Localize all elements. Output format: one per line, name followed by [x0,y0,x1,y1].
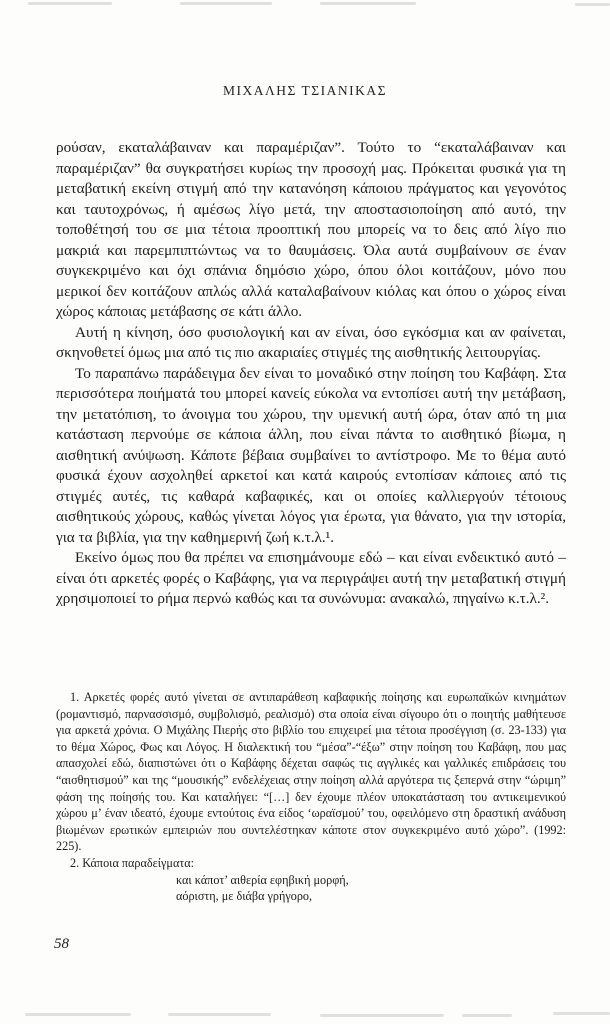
scan-artifact [168,1013,271,1016]
paragraph: Εκείνο όμως που θα πρέπει να επισημάνουμε εδώ – και είναι ενδεικτικό αυτό – είναι ότι αρκετές φορές ο Καβάφης, για να περιγράψει αυτή την μεταβατική στιγμή χρησιμοποιεί το ρήμα περνώ καθώς και τα συνώνυμα: ανακαλώ, πηγαίνω κ.τ.λ.². [56,549,566,607]
paragraph: ρούσαν, εκαταλάβαιναν και παραμέριζαν”. Τούτο το “εκαταλάβαιναν και παραμέριζαν” θα συγκρατήσει κυρίως την προσοχή μας. Πρόκειται φυσικά για τη μεταβατική εκείνη στιγμή από την κατανόηση κάποιου πράγματος και γεγονότος και ταυτοχρόνως, ή αμέσως λίγο μετά, την αποστασιοποίηση από αυτό, την τοποθέτησή του σε μια τέτοια προοπτική που μπορείς να το δεις από λίγο πιο μακριά και παρεμπιπτώντως να το θαυμάσεις. Όλα αυτά συμβαίνουν σε έναν συγκεκριμένο και όχι σπάνια δημόσιο χώρο, όπου όλοι κοιτάζουν, μόνο που μερικοί δεν κοιτάζουν απλώς αλλά καταλαβαίνουν κιόλας και όπου ο χώρος είναι χώρος κάποιας μετάβασης σε κάτι άλλο. [56,139,566,320]
scan-artifact [28,2,112,5]
page-number: 58 [54,936,69,952]
verse-line: αόριστη, με διάβα γρήγορο, [176,889,313,904]
footnote-1: 1. Αρκετές φορές αυτό γίνεται σε αντιπαράθεση καβαφικής ποίησης και ευρωπαϊκών κινημάτων (ρομαντισμό, παρνασσισμό, συμβολισμό, ρεαλισμό) στα οποία είναι σίγουρο ότι ο ποιητής μαθήτευσε για αρκετά χρόνια. Ο Μιχάλης Πιερής στο βιβλίο του επιχειρεί μια τέτοια προσέγγιση (σ. 23-133) για το θέμα Χώρος, Φως και Λόγος. Η διαλεκτική του “μέσα”-“έξω” στην ποίηση του Καβάφη, που μας απασχολεί εδώ, διαπιστώνει ότι ο Καβάφης δέχεται σαφώς τις αγγλικές και γαλλικές επιδράσεις του “αισθητισμού” και της “μουσικής” ενδελέχειας στην ποίηση αλλά αργότερα τις ξεπερνά στην “ώριμη” φάση της ποίησής του. Και καταλήγει: “[…] δεν έχουμε πλέον υποκατάσταση του αντικειμενικού χώρου μ’ έναν ιδεατό, έχουμε εντούτοις ένα είδος ‘ωραϊσμού’ του, οφειλόμενο στη δραστική ανάδυση βιωμένων ερωτικών εμπειριών που συντελέστηκαν κάποτε στον συγκεκριμένο αυτό χώρο”. (1992: 225). [56,690,566,854]
scan-artifact [462,1014,512,1017]
scan-artifact [320,1014,444,1017]
scan-artifact [553,1012,610,1015]
scan-artifact [320,2,416,5]
verse-line: και κάποτ’ αιθερία εφηβική μορφή, [176,872,349,887]
footnote-2-label: 2. Κάποια παραδείγματα: [70,855,194,870]
scan-artifact [180,2,272,5]
scan-artifact [575,3,610,6]
footnote-section [56,689,566,905]
paragraph: Το παραπάνω παράδειγμα δεν είναι το μοναδικό στην ποίηση του Καβάφη. Στα περισσότερα ποιήματά του μπορεί κανείς εύκολα να εντοπίσει αυτή την μετάβαση, την μετατόπιση, το άνοιγμα του χώρου, την υμενική αυτή ώρα, όταν από τη μια κατάσταση περνούμε σε κάποια άλλη, που είναι πάντα το αισθητικό βίωμα, η αισθητική ανύψωση. Κάποτε βέβαια συμβαίνει το αντίστροφο. Με το θέμα αυτό φυσικά έχουν ασχοληθεί αρκετοί και κατά καιρούς εντοπίσαν κάποιες από τις στιγμές αυτές, τις καθαρά καβαφικές, και οι οποίες καλλιεργούν τέτοιους αισθητικούς χώρους, καθώς γίνεται λόγος για έρωτα, για θάνατο, για την ιστορία, για τα βιβλία, για την καθημερινή ζωή κ.τ.λ.¹. [56,364,566,546]
scan-artifact [25,1013,131,1016]
running-header-author: ΜΙΧΑΛΗΣ ΤΣΙΑΝΙΚΑΣ [223,83,387,98]
footnote-2-verses [176,872,566,905]
body-text [56,138,566,610]
paragraph: Αυτή η κίνηση, όσο φυσιολογική και αν είναι, όσο εγκόσμια και αν φαίνεται, σκηνοθετεί όμως μια από τις πιο ακαριαίες στιγμές της αισθητικής λειτουργίας. [56,323,566,361]
